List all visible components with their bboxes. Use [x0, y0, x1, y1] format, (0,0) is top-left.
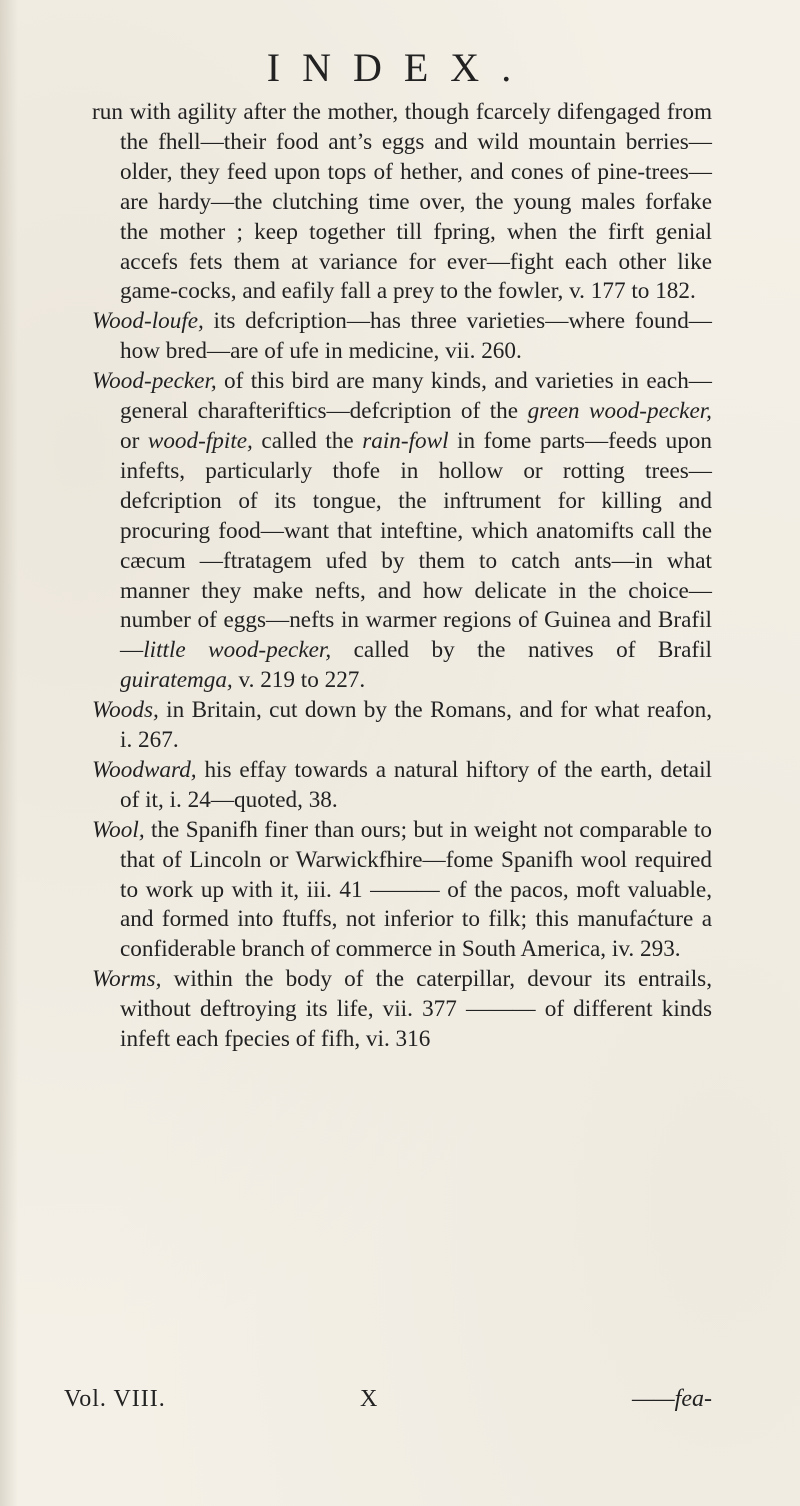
index-entry — [92, 307, 712, 367]
entry-text: called by the natives of Brafil — [331, 637, 712, 664]
entry-text: his effay towards a natural hiftory of the earth, detail of it, i. 24—quoted, 38. — [120, 756, 712, 813]
entry-text: v. 219 to 227. — [232, 667, 366, 694]
entry-headword: Worms, — [92, 966, 162, 993]
entry-text: within the body of the caterpillar, devour its entrails, without deftroying its life, vii. 377 ——— of different kinds infeft each fpecies of fifh, vi. 316 — [120, 966, 712, 1053]
index-entry — [92, 367, 712, 696]
entry-headword: Wood-loufe, — [92, 308, 204, 335]
index-entry — [92, 696, 712, 756]
signature-mark: X — [360, 1386, 378, 1412]
entry-headword: Woodward, — [92, 756, 197, 783]
page-footer — [64, 1386, 712, 1418]
entry-italic-term: green wood-pecker, — [527, 398, 712, 425]
entry-text: its defcription—has three varieties—where found—how bred—are of ufe in medicine, vii. 260. — [120, 308, 712, 365]
page-header: INDEX. — [266, 45, 534, 90]
entry-headword: Wood-pecker, — [92, 368, 217, 395]
entry-italic-term: guiratemga, — [120, 667, 233, 694]
entry-text: of this bird are many kinds, and varieties in each—general charafteriftics—defcription of the — [120, 368, 712, 425]
entry-text: the Spanifh finer than ours; but in weight not comparable to that of Lincoln or Warwickfhire—fome Spanifh wool required to work up with it, iii. 41 ——— of the pacos, moft valuable, and formed into ftuffs, not inferior to filk; this manufaćture a confiderable branch of commerce in South America, iv. 293. — [120, 816, 712, 963]
entry-italic-term: little wood-pecker, — [143, 637, 332, 664]
entry-headword: Woods, — [92, 697, 159, 724]
entry-text: in fome parts—feeds upon infefts, particularly thofe in hollow or rotting trees—defcription of its tongue, the inftrument for killing and procuring food—want that inteftine, which anatomifts call the cæcum —ftratagem ufed by them to catch ants—in what manner they make nefts, and how delicate in the choice—number of eggs—nefts in warmer regions of Guinea and Brafil— — [120, 427, 712, 664]
index-entry — [92, 965, 712, 1055]
catchword: ——fea- — [632, 1386, 712, 1412]
entry-headword: Wool, — [92, 816, 145, 843]
entry-text: run with agility after the mother, though fcarcely difengaged from the fhell—their food ant’s eggs and wild mountain berries—older, they feed upon tops of hether, and cones of pine-trees—are hardy—the clutching time over, the young males forfake the mother ; keep together till fpring, when the firft genial accefs fets them at variance for ever—fight each other like game-cocks, and eafily fall a prey to the fowler, v. 177 to 182. — [92, 99, 712, 305]
index-entry — [92, 816, 712, 966]
index-entries — [92, 98, 712, 1055]
index-entry — [92, 98, 712, 307]
entry-text: in Britain, cut down by the Romans, and for what reafon, i. 267. — [120, 697, 712, 754]
index-entry — [92, 756, 712, 816]
entry-text: called the — [252, 427, 363, 454]
page-gutter-shadow — [0, 0, 18, 1506]
volume-label: Vol. VIII. — [64, 1386, 166, 1412]
entry-italic-term: rain-fowl — [362, 427, 449, 454]
entry-italic-term: wood-fpite, — [147, 427, 253, 454]
entry-text: or — [120, 427, 148, 454]
